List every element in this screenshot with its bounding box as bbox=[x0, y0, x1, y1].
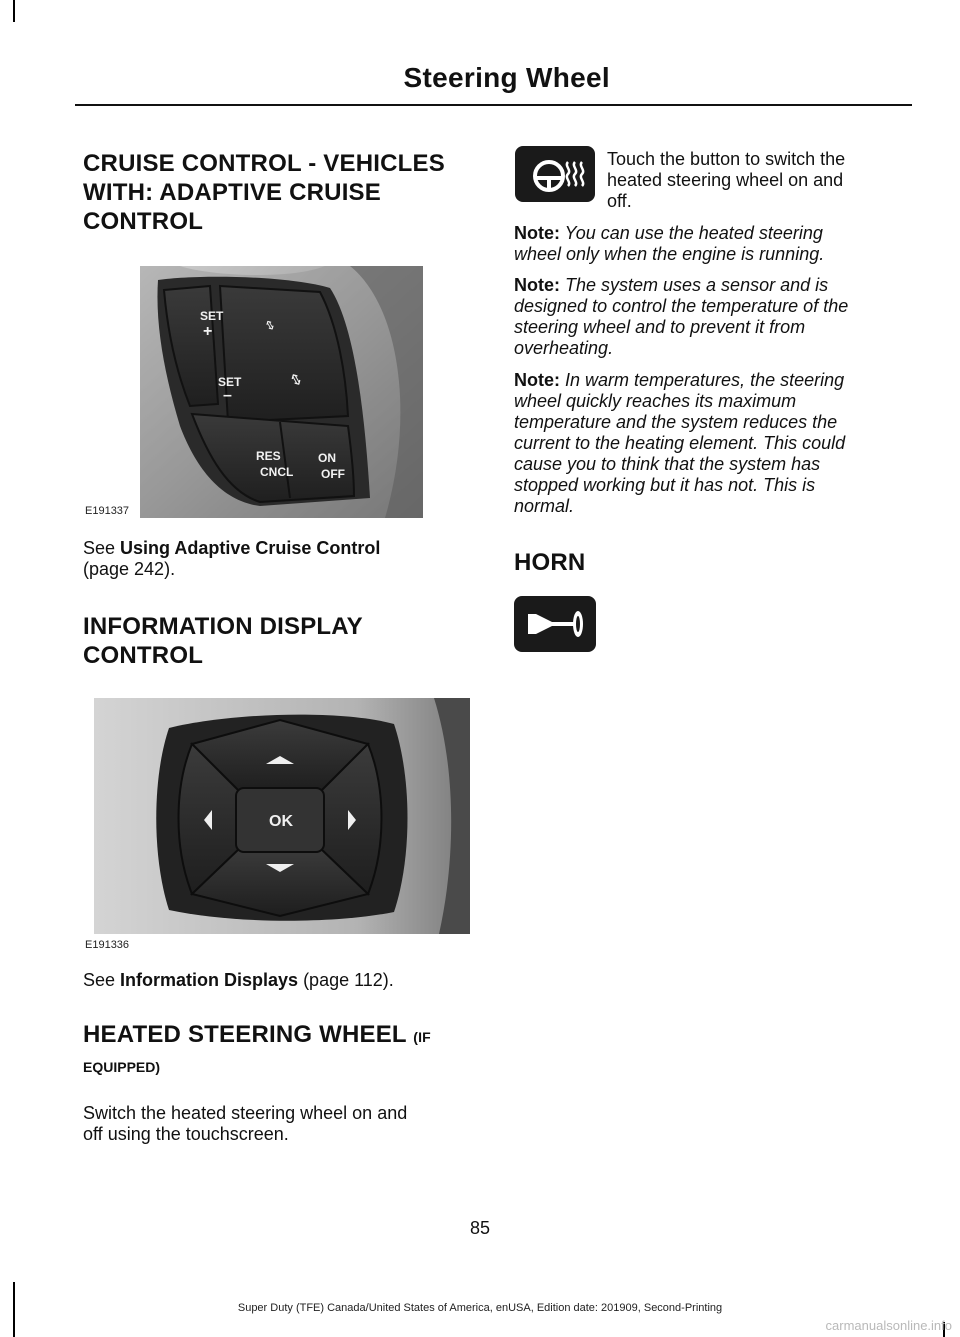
info-figure-code: E191336 bbox=[85, 939, 130, 951]
cruise-heading-line2: WITH: ADAPTIVE CRUISE bbox=[83, 179, 381, 206]
page-header-title: Steering Wheel bbox=[403, 62, 610, 93]
note-label: Note: bbox=[514, 370, 560, 390]
cruise-link[interactable]: Using Adaptive Cruise Control bbox=[120, 538, 381, 558]
note-text: In warm temperatures, the steering bbox=[560, 370, 845, 390]
note-text: cause you to think that the system has bbox=[514, 454, 821, 474]
note-text: temperature and the system reduces the bbox=[514, 412, 838, 432]
heated-button-line2: heated steering wheel on and bbox=[607, 170, 844, 190]
set-minus-sign: – bbox=[223, 387, 232, 404]
heated-steering-wheel-icon bbox=[515, 146, 595, 202]
note-text: wheel quickly reaches its maximum bbox=[514, 391, 797, 411]
heated-heading-line1 bbox=[83, 1019, 483, 1053]
info-heading-line2: CONTROL bbox=[83, 642, 204, 669]
note-text: normal. bbox=[514, 496, 575, 516]
info-heading-line1: INFORMATION DISPLAY bbox=[83, 613, 363, 640]
header-rule bbox=[75, 104, 912, 106]
heated-button-line1: Touch the button to switch the bbox=[607, 149, 846, 169]
information-displays-link[interactable]: Information Displays bbox=[120, 970, 299, 990]
heated-button-line3: off. bbox=[607, 191, 632, 211]
note-text: wheel only when the engine is running. bbox=[514, 244, 825, 264]
heated-heading-line2: EQUIPPED) bbox=[83, 1059, 161, 1075]
on-label: ON bbox=[318, 451, 336, 465]
information-display-heading bbox=[83, 611, 363, 671]
off-label: OFF bbox=[321, 467, 345, 481]
heated-heading-suffix: (IF bbox=[413, 1029, 431, 1045]
set-minus-label: SET bbox=[218, 375, 242, 389]
info-display-figure bbox=[94, 698, 470, 934]
set-plus-sign: + bbox=[203, 323, 213, 340]
note-1 bbox=[514, 223, 914, 265]
gap-up-icon: ⇕ bbox=[262, 316, 280, 336]
note-label: Note: bbox=[514, 275, 560, 295]
heated-body-line1: Switch the heated steering wheel on and bbox=[83, 1103, 408, 1123]
heated-body-line2: off using the touchscreen. bbox=[83, 1124, 289, 1144]
heated-body-text bbox=[83, 1103, 483, 1145]
cruise-see-suffix: (page 242). bbox=[83, 559, 176, 579]
cruise-control-heading bbox=[83, 148, 445, 237]
edition-footer: Super Duty (TFE) Canada/United States of America, enUSA, Edition date: 201909, Second-Printing bbox=[237, 1302, 723, 1314]
heated-heading-main: HEATED STEERING WHEEL bbox=[83, 1021, 414, 1048]
cruise-heading-line3: CONTROL bbox=[83, 208, 204, 235]
note-3 bbox=[514, 370, 914, 517]
note-text: You can use the heated steering bbox=[560, 223, 823, 243]
cruise-see-reference bbox=[83, 538, 463, 580]
crop-mark-top-left-v bbox=[13, 0, 15, 22]
cruise-control-figure bbox=[140, 266, 423, 518]
horn-glyph bbox=[514, 596, 596, 652]
cruise-control-switch-illustration bbox=[140, 266, 423, 518]
cncl-label: CNCL bbox=[260, 465, 294, 479]
watermark[interactable]: carmanualsonline.info bbox=[825, 1318, 952, 1333]
see-prefix: See bbox=[83, 538, 121, 558]
note-label: Note: bbox=[514, 223, 560, 243]
note-text: designed to control the temperature of the bbox=[514, 296, 849, 316]
note-text: current to the heating element. This could bbox=[514, 433, 846, 453]
heated-wheel-glyph bbox=[515, 146, 595, 202]
note-2 bbox=[514, 275, 914, 359]
cruise-figure-code: E191337 bbox=[85, 505, 130, 517]
note-text: The system uses a sensor and is bbox=[560, 275, 829, 295]
horn-icon bbox=[514, 596, 596, 652]
set-plus-label: SET bbox=[200, 309, 224, 323]
info-see-reference bbox=[83, 970, 463, 991]
ok-button-label: OK bbox=[269, 813, 293, 830]
note-text: steering wheel and to prevent it from bbox=[514, 317, 806, 337]
note-text: stopped working but it has not. This is bbox=[514, 475, 816, 495]
heated-steering-heading bbox=[83, 1019, 483, 1075]
horn-heading: HORN bbox=[514, 549, 586, 576]
see-prefix: See bbox=[83, 970, 121, 990]
heated-button-description bbox=[607, 149, 917, 212]
info-display-switch-illustration bbox=[94, 698, 470, 934]
page-number: 85 bbox=[469, 1218, 491, 1238]
info-see-suffix: (page 112). bbox=[298, 970, 394, 990]
cruise-heading-line1: CRUISE CONTROL - VEHICLES bbox=[83, 150, 445, 177]
res-label: RES bbox=[256, 449, 281, 463]
gap-down-icon: ⇕ bbox=[285, 368, 307, 392]
note-text: overheating. bbox=[514, 338, 614, 358]
